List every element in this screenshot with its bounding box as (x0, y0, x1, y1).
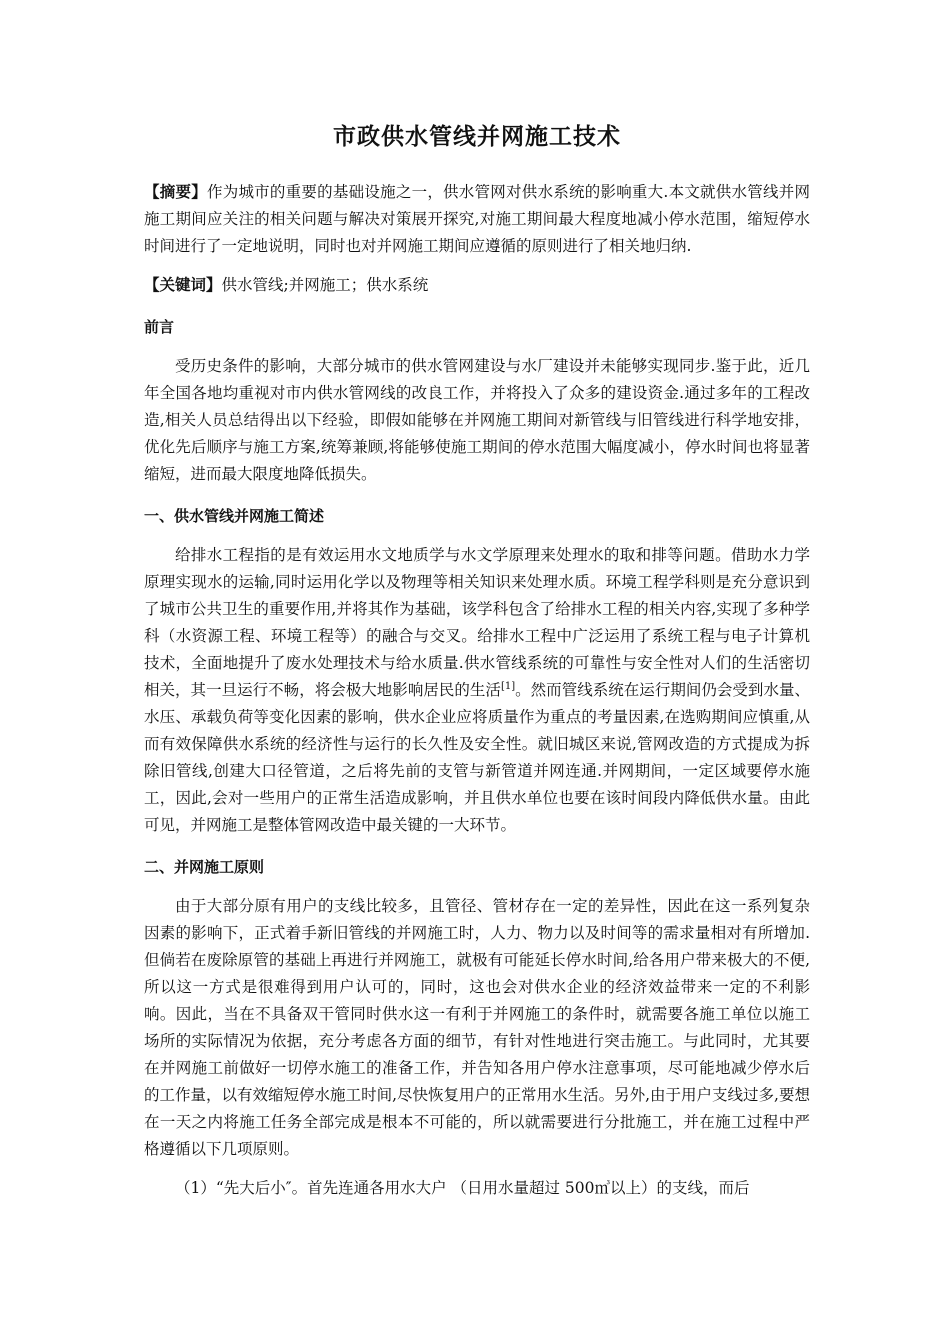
section2-heading: 二、并网施工原则 (144, 858, 265, 876)
keywords-label: 【关键词】 (144, 276, 222, 294)
section1-paragraph (144, 542, 810, 839)
section1-text-part2: 。然而管线系统在运行期间仍会受到水量、水压、承载负荷等变化因素的影响，供水企业应将质量作为重点的考量因素,在选购期间应慎重,从而有效保障供水系统的经济性与运行的长久性及安全性。就旧城区来说,管网改造的方式提成为拆除旧管线,创建大口径管道，之后将先前的支管与新管道并网连通.并网期间，一定区域要停水施工，因此,会对一些用户的正常生活造成影响，并且供水单位也要在该时间段内降低供水量。由此可见，并网施工是整体管网改造中最关键的一大环节。 (144, 681, 810, 834)
keywords-text: 供水管线;并网施工；供水系统 (221, 276, 429, 294)
section2-item1: （1）“先大后小″。首先连通各用水大户 （日用水量超过 500㎥以上）的支线，而后 (175, 1179, 750, 1197)
preface-heading: 前言 (144, 318, 175, 336)
document-title: 市政供水管线并网施工技术 (333, 124, 621, 150)
section1-text-part1: 给排水工程指的是有效运用水文地质学与水文学原理来处理水的取和排等问题。借助水力学原理实现水的运输,同时运用化学以及物理等相关知识来处理水质。环境工程学科则是充分意识到了城市公共卫生的重要作用,并将其作为基础，该学科包含了给排水工程的相关内容,实现了多种学科（水资源工程、环境工程等）的融合与交叉。给排水工程中广泛运用了系统工程与电子计算机技术，全面地提升了废水处理技术与给水质量.供水管线系统的可靠性与安全性对人们的生活密切相关，其一旦运行不畅，将会极大地影响居民的生活 (144, 546, 810, 699)
keywords-paragraph (144, 272, 810, 299)
section1-heading: 一、供水管线并网施工简述 (144, 507, 325, 525)
preface-paragraph: 受历史条件的影响，大部分城市的供水管网建设与水厂建设并未能够实现同步.鉴于此，近几年全国各地均重视对市内供水管网线的改良工作，并将投入了众多的建设资金.通过多年的工程改造,相关人员总结得出以下经验，即假如能够在并网施工期间对新管线与旧管线进行科学地安排，优化先后顺序与施工方案,统筹兼顾,将能够使施工期间的停水范围大幅度减小，停水时间也将显著缩短，进而最大限度地降低损失。 (144, 357, 810, 483)
abstract-paragraph (144, 179, 810, 260)
section2-paragraph: 由于大部分原有用户的支线比较多，且管径、管材存在一定的差异性，因此在这一系列复杂因素的影响下，正式着手新旧管线的并网施工时，人力、物力以及时间等的需求量相对有所增加.但倘若在废除原管的基础上再进行并网施工，就极有可能延长停水时间,给各用户带来极大的不便,所以这一方式是很难得到用户认可的，同时，这也会对供水企业的经济效益带来一定的不利影响。因此，当在不具备双干管同时供水这一有利于并网施工的条件时，就需要各施工单位以施工场所的实际情况为依据，充分考虑各方面的细节，有针对性地进行突击施工。与此同时，尤其要在并网施工前做好一切停水施工的准备工作，并告知各用户停水注意事项，尽可能地减少停水后的工作量，以有效缩短停水施工时间,尽快恢复用户的正常用水生活。另外,由于用户支线过多,要想在一天之内将施工任务全部完成是根本不可能的，所以就需要进行分批施工，并在施工过程中严格遵循以下几项原则。 (144, 897, 810, 1158)
citation-ref: [1] (500, 680, 516, 692)
abstract-text: 作为城市的重要的基础设施之一，供水管网对供水系统的影响重大.本文就供水管线并网施工期间应关注的相关问题与解决对策展开探究,对施工期间最大程度地减小停水范围，缩短停水时间进行了一定地说明，同时也对并网施工期间应遵循的原则进行了相关地归纳. (144, 183, 810, 255)
abstract-label: 【摘要】 (144, 183, 207, 201)
